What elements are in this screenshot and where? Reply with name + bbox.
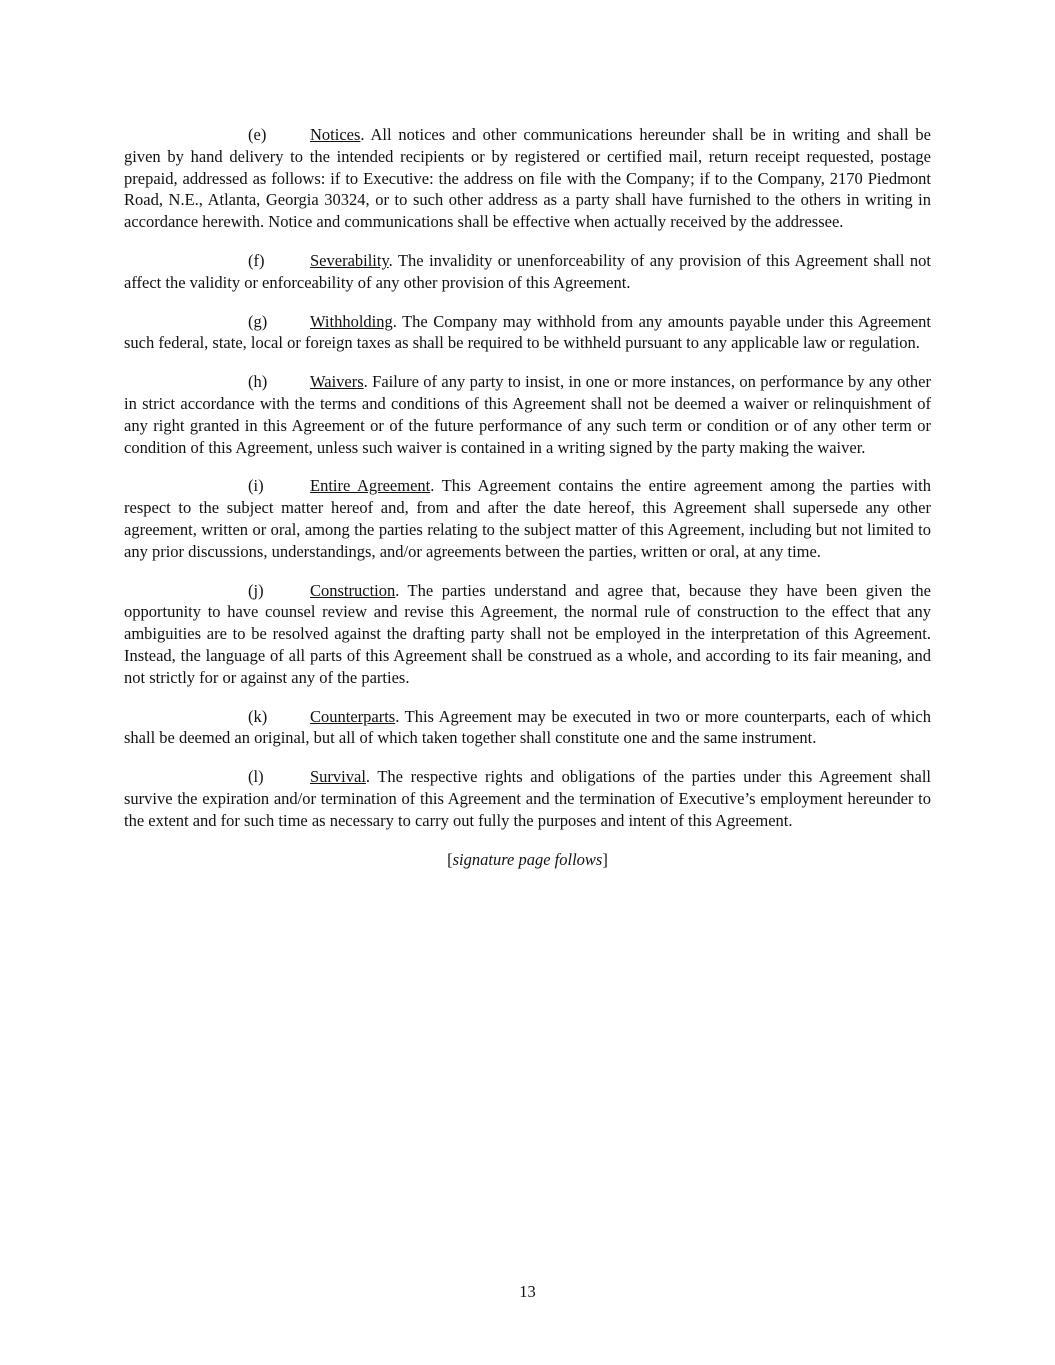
- section-number: (h): [248, 372, 268, 392]
- section-number: (l): [248, 767, 264, 787]
- section-number: (i): [248, 476, 264, 496]
- section-text: . All notices and other communications hereunder shall be in writing and shall be given by hand delivery to the intended recipients or by registered or certified mail, return receipt requested, postage prepaid, addressed as follows: if to Executive: the address on file with the Company; if to the Company, 2170 Piedmont Road, N.E., Atlanta, Georgia 30324, or to such other address as a party shall have furnished to the others in writing in accordance herewith. Notice and communications shall be effective when actually received by the addressee.: [124, 125, 931, 232]
- section-heading: Survival: [310, 767, 366, 787]
- section-text: . The Company may withhold from any amounts payable under this Agreement such federal, state, local or foreign taxes as shall be required to be withheld pursuant to any applicable law or regulation.: [124, 311, 931, 353]
- section-f: [124, 250, 931, 294]
- section-text: . The parties understand and agree that, because they have been given the opportunity to have counsel review and revise this Agreement, the normal rule of construction to the effect that any ambiguities are to be resolved against the drafting party shall not be employed in the interpretation of this Agreement. Instead, the language of all parts of this Agreement shall be construed as a whole, and according to its fair meaning, and not strictly for or against any of the parties.: [124, 580, 931, 687]
- section-h: [124, 371, 931, 458]
- section-j: [124, 580, 931, 689]
- document-body: [124, 124, 931, 887]
- section-number: (j): [248, 580, 264, 600]
- section-number: (k): [248, 706, 268, 726]
- section-text: . The respective rights and obligations of the parties under this Agreement shall survive the expiration and/or termination of this Agreement and the termination of Executive’s employment hereunder to the extent and for such time as necessary to carry out fully the purposes and intent of this Agreement.: [124, 767, 931, 830]
- bracket-close: ]: [602, 849, 608, 869]
- section-text: . This Agreement may be executed in two or more counterparts, each of which shall be deemed an original, but all of which taken together shall constitute one and the same instrument.: [124, 706, 931, 748]
- section-i: [124, 475, 931, 562]
- section-heading: Withholding: [310, 311, 393, 331]
- section-heading: Counterparts: [310, 706, 396, 726]
- section-text: . The invalidity or unenforceability of any provision of this Agreement shall not affect the validity or enforceability of any other provision of this Agreement.: [124, 250, 931, 292]
- section-heading: Waivers: [310, 372, 364, 392]
- bracket-open: [: [447, 849, 453, 869]
- section-l: [124, 766, 931, 831]
- section-heading: Severability: [310, 250, 389, 270]
- signature-note-text: signature page follows: [452, 849, 603, 869]
- section-g: [124, 311, 931, 355]
- section-text: . This Agreement contains the entire agreement among the parties with respect to the subject matter hereof and, from and after the date hereof, this Agreement shall supersede any other agreement, written or oral, among the parties relating to the subject matter of this Agreement, including but not limited to any prior discussions, understandings, and/or agreements between the parties, written or oral, at any time.: [124, 476, 931, 561]
- signature-page-note: [124, 849, 931, 871]
- section-heading: Construction: [310, 580, 396, 600]
- section-number: (f): [248, 250, 265, 270]
- section-heading: Notices: [310, 125, 361, 144]
- section-number: (e): [248, 125, 267, 144]
- section-text: . Failure of any party to insist, in one or more instances, on performance by any other in strict accordance with the terms and conditions of this Agreement shall not be deemed a waiver or relinquishment of any right granted in this Agreement or of the future performance of any such term or condition or of any other term or condition of this Agreement, unless such waiver is contained in a writing signed by the party making the waiver.: [124, 372, 931, 457]
- section-heading: Entire Agreement: [310, 476, 431, 496]
- section-k: [124, 706, 931, 750]
- section-e: [124, 124, 931, 233]
- page-number: 13: [519, 1282, 536, 1301]
- section-number: (g): [248, 311, 268, 331]
